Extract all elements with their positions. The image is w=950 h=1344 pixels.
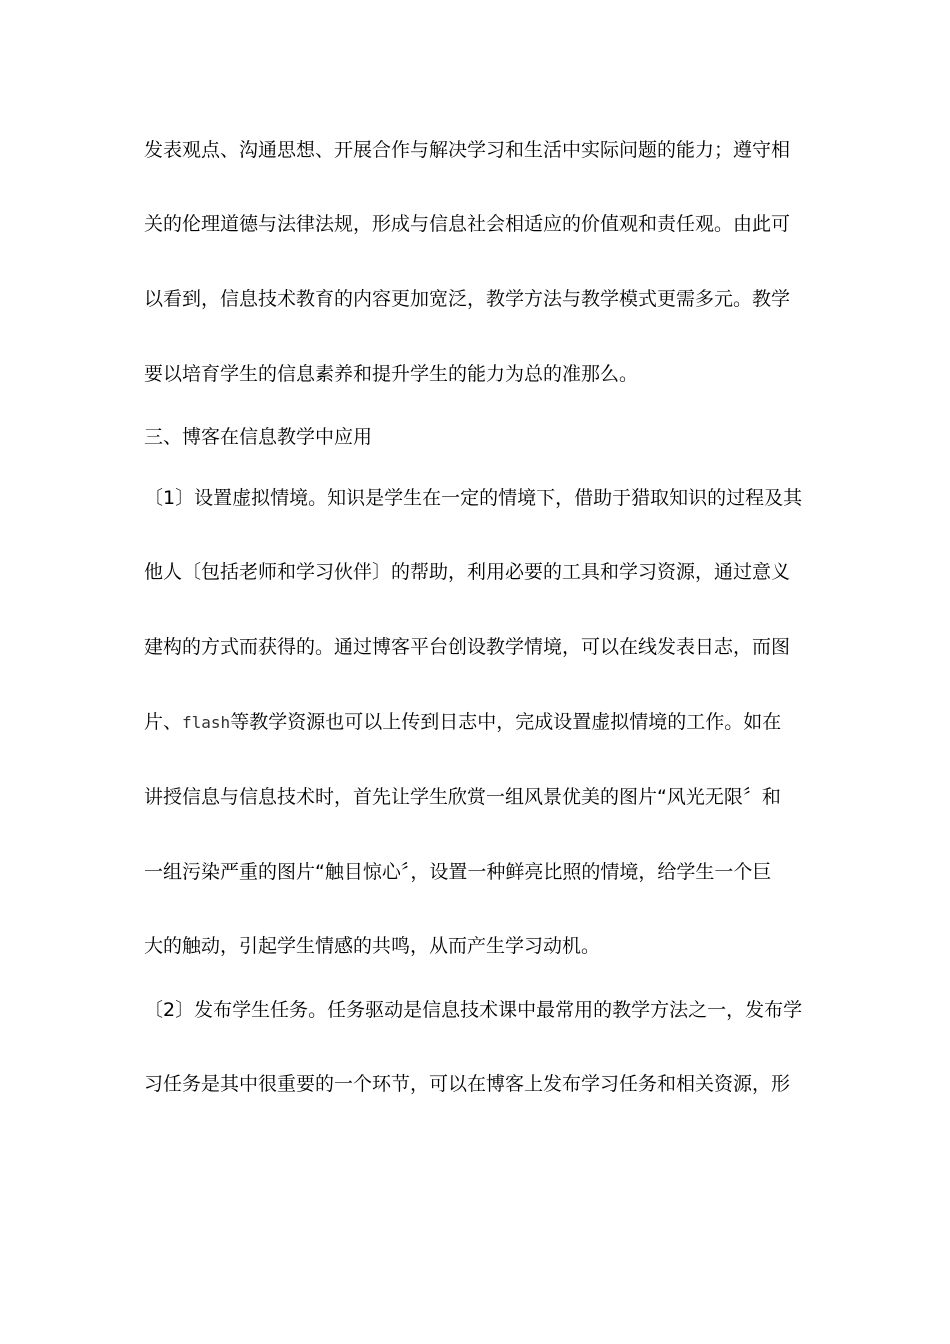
paragraph-line: 关的伦理道德与法律法规，形成与信息社会相适应的价值观和责任观。由此可: [144, 213, 791, 235]
line-text-before: 片、: [144, 711, 183, 733]
inline-code-text: flash: [182, 713, 231, 732]
paragraph-line: 建构的方式而获得的。通过博客平台创设教学情境，可以在线发表日志，而图: [144, 636, 791, 658]
paragraph-line: 〔2〕发布学生任务。任务驱动是信息技术课中最常用的教学方法之一，发布学: [144, 999, 803, 1021]
paragraph-line: 讲授信息与信息技术时，首先让学生欣赏一组风景优美的图片“风光无限〞和: [144, 786, 781, 808]
paragraph-line: 以看到，信息技术教育的内容更加宽泛，教学方法与教学模式更需多元。教学: [144, 288, 791, 310]
line-text-after: 等教学资源也可以上传到日志中，完成设置虚拟情境的工作。如在: [230, 711, 782, 733]
paragraph-line: [144, 706, 824, 738]
paragraph-line: 习任务是其中很重要的一个环节，可以在博客上发布学习任务和相关资源，形: [144, 1073, 791, 1095]
paragraph-line: 他人〔包括老师和学习伙伴〕的帮助，利用必要的工具和学习资源，通过意义: [144, 561, 791, 583]
paragraph-line: 发表观点、沟通思想、开展合作与解决学习和生活中实际问题的能力；遵守相: [144, 139, 791, 161]
paragraph-line: 一组污染严重的图片“触目惊心〞，设置一种鲜亮比照的情境，给学生一个巨: [144, 861, 772, 883]
paragraph-line: 大的触动，引起学生情感的共鸣，从而产生学习动机。: [144, 935, 601, 957]
paragraph-line: 要以培育学生的信息素养和提升学生的能力为总的准那么。: [144, 363, 639, 385]
paragraph-line: 〔1〕设置虚拟情境。知识是学生在一定的情境下，借助于猎取知识的过程及其: [144, 487, 803, 509]
section-heading: 三、博客在信息教学中应用: [144, 426, 373, 448]
